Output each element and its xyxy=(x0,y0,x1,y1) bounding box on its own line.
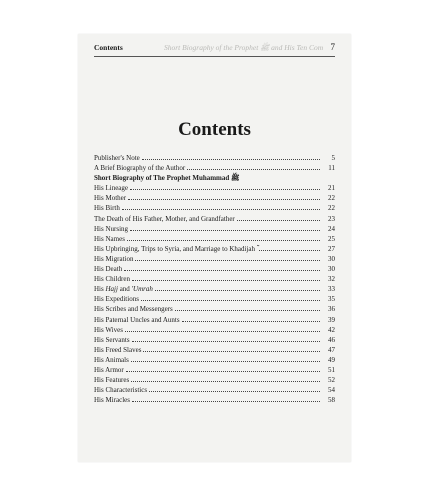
toc-entry-label: His Servants xyxy=(94,335,130,344)
toc-entry xyxy=(94,173,335,183)
toc-entry-page: 22 xyxy=(328,204,335,213)
toc-leader-dots xyxy=(131,355,320,362)
toc-entry xyxy=(94,203,335,213)
toc-leader-dots xyxy=(128,193,320,200)
toc-leader-dots xyxy=(142,153,320,160)
toc-entry-label: Short Biography of The Prophet Muhammad ﷺ xyxy=(94,174,240,183)
toc-entry-label: His Lineage xyxy=(94,184,129,193)
toc-entry-page: 21 xyxy=(328,184,335,193)
toc-leader-dots xyxy=(126,365,320,372)
toc-entry-page: 36 xyxy=(328,305,335,314)
toc-leader-dots xyxy=(259,244,320,251)
toc-leader-dots xyxy=(149,385,320,392)
toc-entry-label: His Paternal Uncles and Aunts xyxy=(94,315,180,324)
toc-leader-dots xyxy=(132,274,320,281)
toc-entry-label: His Migration xyxy=(94,254,134,263)
toc-entry-label: His Expeditions xyxy=(94,295,139,304)
toc-entry-label: His Birth xyxy=(94,204,120,213)
toc-entry-label: His Nursing xyxy=(94,224,129,233)
toc-entry-page: 25 xyxy=(328,234,335,243)
toc-leader-dots xyxy=(132,335,320,342)
toc-entry-page: 35 xyxy=(328,295,335,304)
toc-entry-label: His Miracles xyxy=(94,396,130,405)
toc-entry xyxy=(94,375,335,385)
toc-leader-dots xyxy=(127,234,320,241)
toc-entry xyxy=(94,345,335,355)
header-bleed-through-text: Short Biography of the Prophet ﷺ and His Ten Com xyxy=(164,43,324,52)
toc-entry-page: 24 xyxy=(328,224,335,233)
toc-leader-dots xyxy=(141,294,320,301)
toc-entry xyxy=(94,264,335,274)
toc-entry-label: His Characteristics xyxy=(94,386,148,395)
toc-entry xyxy=(94,294,335,304)
toc-entry-page: 11 xyxy=(328,164,335,173)
toc-entry-label: His Scribes and Messengers xyxy=(94,305,173,314)
toc-entry xyxy=(94,224,335,234)
toc-entry xyxy=(94,335,335,345)
toc-entry-page: 32 xyxy=(328,275,335,284)
toc-entry-label: His Hajj and 'Umrah xyxy=(94,285,153,294)
toc-entry xyxy=(94,304,335,314)
toc-entry-page: 51 xyxy=(328,365,335,374)
toc-entry xyxy=(94,214,335,224)
toc-entry-label: His Freed Slaves xyxy=(94,345,142,354)
toc-leader-dots xyxy=(131,375,320,382)
page-title: Contents xyxy=(178,118,251,140)
toc-entry-label: His Animals xyxy=(94,355,129,364)
toc-entry xyxy=(94,385,335,395)
toc-leader-dots xyxy=(130,224,320,231)
toc-leader-dots xyxy=(122,203,320,210)
toc-leader-dots xyxy=(125,325,320,332)
toc-entry-page: 30 xyxy=(328,254,335,263)
toc-entry-label: A Brief Biography of the Author xyxy=(94,164,186,173)
toc-entry-page: 52 xyxy=(328,376,335,385)
toc-entry-page: 47 xyxy=(328,345,335,354)
toc-entry xyxy=(94,193,335,203)
toc-entry-page: 58 xyxy=(328,396,335,405)
toc-entry-page: 54 xyxy=(328,386,335,395)
toc-leader-dots xyxy=(237,214,320,221)
toc-entry xyxy=(94,355,335,365)
toc-entry-label: Publisher's Note xyxy=(94,154,140,162)
toc-entry-page: 22 xyxy=(328,194,335,203)
toc-entry xyxy=(94,395,335,405)
toc-leader-dots xyxy=(242,174,320,180)
toc-entry-page: 39 xyxy=(328,315,335,324)
toc-entry xyxy=(94,234,335,244)
toc-leader-dots xyxy=(143,345,320,352)
running-header xyxy=(94,43,335,55)
toc-entry xyxy=(94,315,335,325)
toc-leader-dots xyxy=(124,264,320,271)
table-of-contents xyxy=(94,153,335,405)
toc-entry xyxy=(94,183,335,193)
toc-entry xyxy=(94,284,335,294)
toc-entry-label: His Wives xyxy=(94,325,123,334)
toc-leader-dots xyxy=(182,315,320,322)
toc-leader-dots xyxy=(135,254,320,261)
toc-entry-page: 46 xyxy=(328,335,335,344)
toc-entry xyxy=(94,325,335,335)
toc-entry-label: His Children xyxy=(94,275,130,284)
toc-entry-page: 27 xyxy=(328,244,335,253)
header-section-label: Contents xyxy=(94,43,123,52)
toc-entry-page: 30 xyxy=(328,265,335,274)
header-page-number: 7 xyxy=(330,42,335,52)
toc-entry xyxy=(94,244,335,254)
toc-entry-page: 33 xyxy=(328,285,335,294)
toc-entry-page: 23 xyxy=(328,214,335,223)
toc-entry-label: His Upbringing, Trips to Syria, and Marriage to Khadijah ؓ xyxy=(94,244,257,253)
toc-leader-dots xyxy=(175,304,320,311)
toc-entry-page: 49 xyxy=(328,355,335,364)
toc-entry-label: His Features xyxy=(94,376,130,385)
toc-entry-label: His Death xyxy=(94,265,123,274)
toc-leader-dots xyxy=(130,183,320,190)
toc-leader-dots xyxy=(132,395,320,402)
toc-entry-page: 5 xyxy=(331,154,335,162)
toc-entry xyxy=(94,274,335,284)
toc-entry-label: His Mother xyxy=(94,194,127,203)
toc-entry-page: 42 xyxy=(328,325,335,334)
toc-entry xyxy=(94,163,335,173)
toc-entry xyxy=(94,365,335,375)
toc-entry-label: The Death of His Father, Mother, and Grandfather xyxy=(94,214,235,223)
toc-entry-label: His Names xyxy=(94,234,125,243)
header-rule xyxy=(94,56,335,57)
toc-entry-label: His Armor xyxy=(94,365,124,374)
toc-entry xyxy=(94,153,335,163)
toc-entry xyxy=(94,254,335,264)
book-page xyxy=(78,34,351,462)
toc-leader-dots xyxy=(155,284,320,291)
toc-leader-dots xyxy=(187,163,320,170)
